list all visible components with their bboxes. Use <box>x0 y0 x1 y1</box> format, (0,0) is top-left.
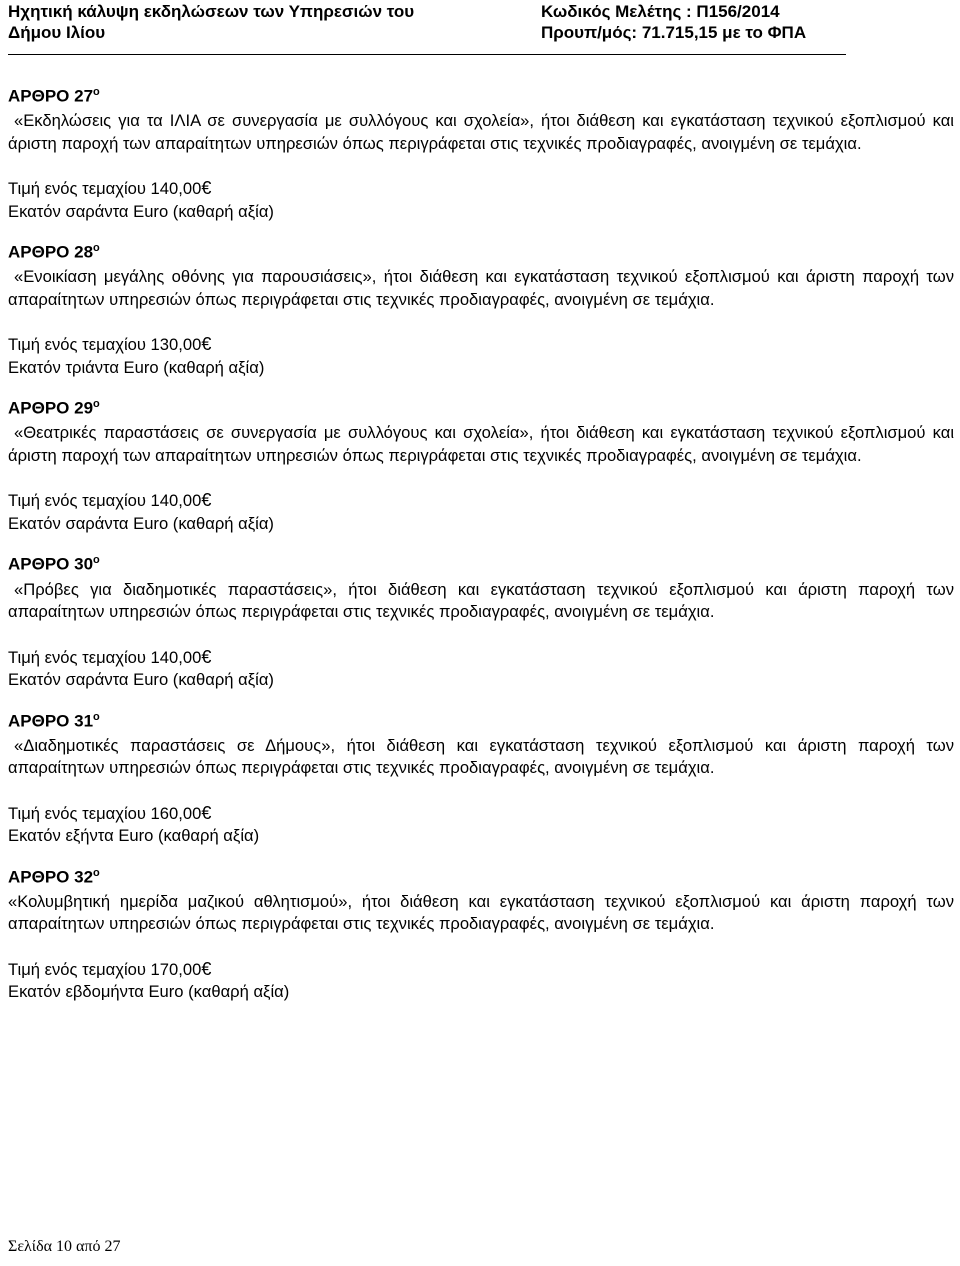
article-description: «Εκδηλώσεις για τα ΙΛΙΑ σε συνεργασία με συλλόγους και σχολεία», ήτοι διάθεση και εγκατάσταση τεχνικού εξοπλισμού και άριστη παροχή των απαραίτητων υπηρεσιών όπως περιγράφεται στις τεχνικές προδιαγραφές, ανοιγμένη σε τεμάχια. <box>8 111 954 153</box>
article-price <box>8 646 954 692</box>
euro-symbol: € <box>201 178 212 199</box>
article-title: ΑΡΘΡΟ $28^o$ <box>8 242 100 262</box>
page-header <box>0 0 960 66</box>
header-study-code: Κωδικός Μελέτης : Π156/2014 <box>541 2 780 21</box>
header-budget: Προυπ/μός: 71.715,15 με το ΦΠΑ <box>541 23 807 42</box>
article-31 <box>8 706 954 848</box>
header-title-line2: Δήμου Ιλίου <box>8 23 106 42</box>
article-30 <box>8 549 954 691</box>
unit-price: Τιμή ενός τεμαχίου 140,00€ <box>8 178 212 199</box>
euro-symbol: € <box>201 334 212 355</box>
document-body <box>8 81 954 1018</box>
price-in-words: Εκατόν σαράντα Euro (καθαρή αξία) <box>8 670 274 690</box>
article-price <box>8 489 954 535</box>
header-divider <box>8 54 846 55</box>
article-title: ΑΡΘΡΟ $32^o$ <box>8 866 100 887</box>
header-project-title <box>8 1 414 43</box>
unit-price: Τιμή ενός τεμαχίου 140,00€ <box>8 646 212 667</box>
article-description: «Διαδημοτικές παραστάσεις σε Δήμους», ήτοι διάθεση και εγκατάσταση τεχνικού εξοπλισμού και άριστη παροχή των απαραίτητων υπηρεσιών όπως περιγράφεται στις τεχνικές προδιαγραφές, ανοιγμένη σε τεμάχια. <box>8 735 954 778</box>
article-32 <box>8 862 954 1004</box>
article-price <box>8 802 954 848</box>
article-price <box>8 177 954 223</box>
article-title: ΑΡΘΡΟ $27^o$ <box>8 86 100 106</box>
price-in-words: Εκατόν εξήντα Euro (καθαρή αξία) <box>8 826 260 846</box>
price-in-words: Εκατόν σαράντα Euro (καθαρή αξία) <box>8 513 274 533</box>
page-number: Σελίδα 10 από 27 <box>8 1238 121 1255</box>
article-27 <box>8 81 954 223</box>
unit-price: Τιμή ενός τεμαχίου 130,00€ <box>8 334 212 355</box>
article-price <box>8 958 954 1004</box>
price-in-words: Εκατόν σαράντα Euro (καθαρή αξία) <box>8 201 274 221</box>
unit-price: Τιμή ενός τεμαχίου 140,00€ <box>8 490 212 511</box>
article-title: ΑΡΘΡΟ $29^o$ <box>8 398 100 418</box>
header-title-line1: Ηχητική κάλυψη εκδηλώσεων των Υπηρεσιών του <box>8 2 415 21</box>
euro-symbol: € <box>201 958 212 979</box>
price-in-words: Εκατόν εβδομήντα Euro (καθαρή αξία) <box>8 982 290 1002</box>
euro-symbol: € <box>201 802 212 823</box>
article-29 <box>8 393 954 535</box>
article-title: ΑΡΘΡΟ $31^o$ <box>8 710 100 731</box>
header-project-info <box>541 1 806 43</box>
article-28 <box>8 237 954 379</box>
article-description: «Θεατρικές παραστάσεις σε συνεργασία με συλλόγους και σχολεία», ήτοι διάθεση και εγκατάσταση τεχνικού εξοπλισμού και άριστη παροχή των απαραίτητων υπηρεσιών όπως περιγράφεται στις τεχνικές προδιαγραφές, ανοιγμένη σε τεμάχια. <box>8 423 954 465</box>
unit-price: Τιμή ενός τεμαχίου 170,00€ <box>8 958 212 979</box>
article-description: «Ενοικίαση μεγάλης οθόνης για παρουσιάσεις», ήτοι διάθεση και εγκατάσταση τεχνικού εξοπλισμού και άριστη παροχή των απαραίτητων υπηρεσιών όπως περιγράφεται στις τεχνικές προδιαγραφές, ανοιγμένη σε τεμάχια. <box>8 267 954 309</box>
article-title: ΑΡΘΡΟ $30^o$ <box>8 554 100 575</box>
price-in-words: Εκατόν τριάντα Euro (καθαρή αξία) <box>8 357 265 377</box>
article-description: «Πρόβες για διαδημοτικές παραστάσεις», ήτοι διάθεση και εγκατάσταση τεχνικού εξοπλισμού και άριστη παροχή των απαραίτητων υπηρεσιών όπως περιγράφεται στις τεχνικές προδιαγραφές, ανοιγμένη σε τεμάχια. <box>8 579 954 622</box>
euro-symbol: € <box>201 646 212 667</box>
article-description: «Κολυμβητική ημερίδα μαζικού αθλητισμού», ήτοι διάθεση και εγκατάσταση τεχνικού εξοπλισμού και άριστη παροχή των απαραίτητων υπηρεσιών όπως περιγράφεται στις τεχνικές προδιαγραφές, ανοιγμένη σε τεμάχια. <box>8 891 954 934</box>
unit-price: Τιμή ενός τεμαχίου 160,00€ <box>8 802 212 823</box>
euro-symbol: € <box>201 490 212 511</box>
article-price <box>8 333 954 379</box>
